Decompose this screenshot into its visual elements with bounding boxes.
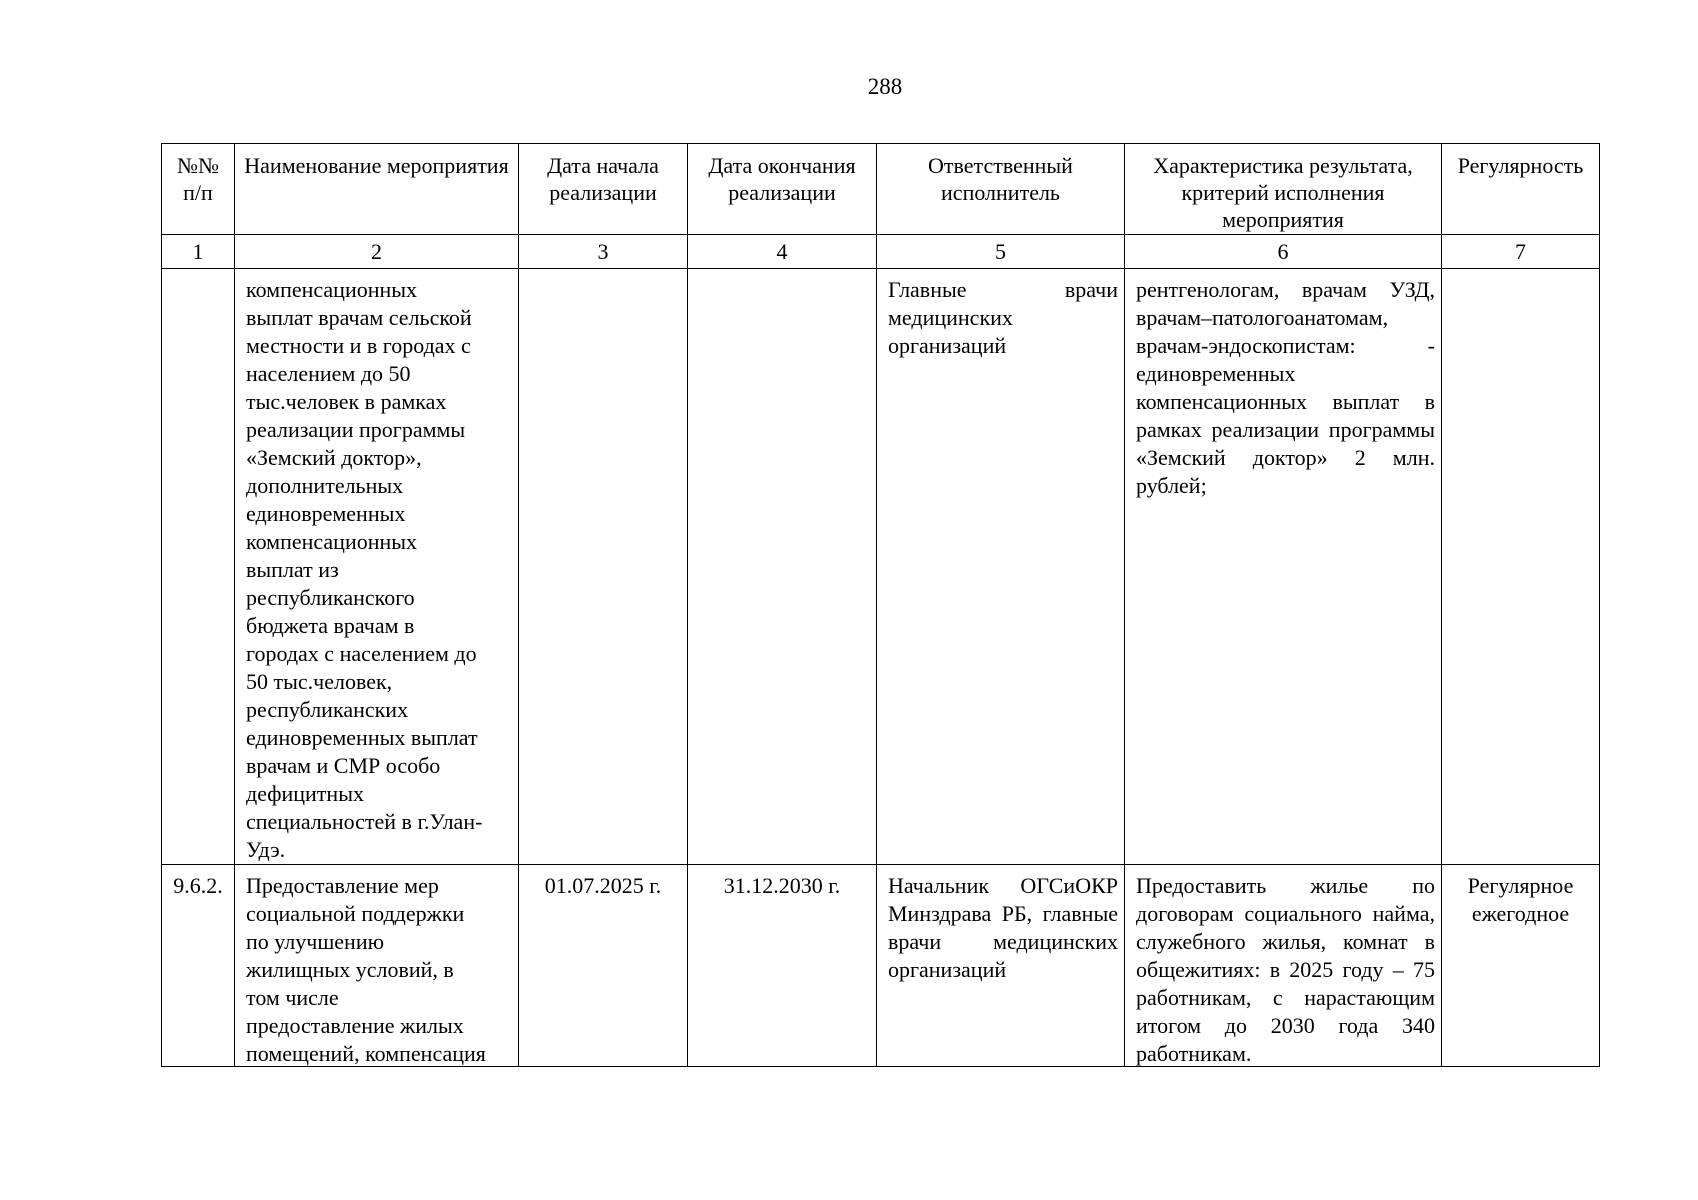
row-number-cell: [162, 865, 235, 1067]
activity-name: Предоставление мер социальной поддержки по улучшению жилищных условий, в том числе предоставление жилых помещений, компенсация: [246, 873, 486, 1066]
regularity: [1442, 269, 1599, 276]
end-date: 31.12.2030 г.: [723, 873, 841, 898]
row-number-cell: [162, 269, 235, 865]
column-number: 1: [162, 235, 235, 269]
start-date: [519, 269, 687, 276]
header-regularity: Регулярность: [1442, 144, 1600, 235]
start-date-cell: [519, 865, 688, 1067]
result-cell: [1125, 865, 1442, 1067]
table-header-row: [162, 144, 1600, 235]
regularity: Регулярное ежегодное: [1467, 873, 1574, 926]
header-activity-name: Наименование мероприятия: [235, 144, 519, 235]
column-number: 3: [519, 235, 688, 269]
activity-name-cell: [235, 269, 519, 865]
responsible-executor: Начальник ОГСиОКР Минздрава РБ, главные врачи медицинских организаций: [888, 873, 1118, 982]
header-responsible: Ответственный исполнитель: [877, 144, 1125, 235]
activity-name-cell: [235, 865, 519, 1067]
page-number: 288: [867, 74, 903, 99]
result-cell: [1125, 269, 1442, 865]
end-date-cell: [688, 269, 877, 865]
start-date: 01.07.2025 г.: [544, 873, 662, 898]
regularity-cell: [1442, 269, 1600, 865]
responsible-cell: [877, 865, 1125, 1067]
row-number: [162, 269, 234, 276]
header-number: №№ п/п: [162, 144, 235, 235]
table-row: [162, 865, 1600, 1067]
column-number: 2: [235, 235, 519, 269]
end-date: [688, 269, 876, 276]
column-number: 4: [688, 235, 877, 269]
column-number: 6: [1125, 235, 1442, 269]
column-number: 5: [877, 235, 1125, 269]
table-row: [162, 269, 1600, 865]
activities-table: [161, 143, 1600, 1067]
activity-name: компенсационных выплат врачам сельской местности и в городах с населением до 50 тыс.человек в рамках реализации программы «Земский доктор», дополнительных единовременных компенсационных выплат из республиканского бюджета врачам в городах с населением до 50 тыс.человек, республиканских единовременных выплат врачам и СМР особо дефицитных специальностей в г.Улан- Удэ.: [246, 277, 483, 862]
start-date-cell: [519, 269, 688, 865]
header-start-date: Дата начала реализации: [519, 144, 688, 235]
responsible-cell: [877, 269, 1125, 865]
column-number: 7: [1442, 235, 1600, 269]
header-result-characteristic: Характеристика результата, критерий исполнения мероприятия: [1125, 144, 1442, 235]
regularity-cell: [1442, 865, 1600, 1067]
responsible-executor: Главные врачи медицинских организаций: [888, 277, 1118, 358]
header-end-date: Дата окончания реализации: [688, 144, 877, 235]
result-characteristic: рентгенологам, врачам УЗД, врачам–патологоанатомам, врачам-эндоскопистам: - единовременных компенсационных выплат в рамках реализации программы «Земский доктор» 2 млн. рублей;: [1136, 277, 1435, 498]
result-characteristic: Предоставить жилье по договорам социального найма, служебного жилья, комнат в общежитиях: в 2025 году – 75 работникам, с нарастающим итогом до 2030 года 340 работникам.: [1136, 873, 1435, 1066]
row-number: 9.6.2.: [173, 873, 223, 898]
column-number-row: [162, 235, 1600, 269]
end-date-cell: [688, 865, 877, 1067]
